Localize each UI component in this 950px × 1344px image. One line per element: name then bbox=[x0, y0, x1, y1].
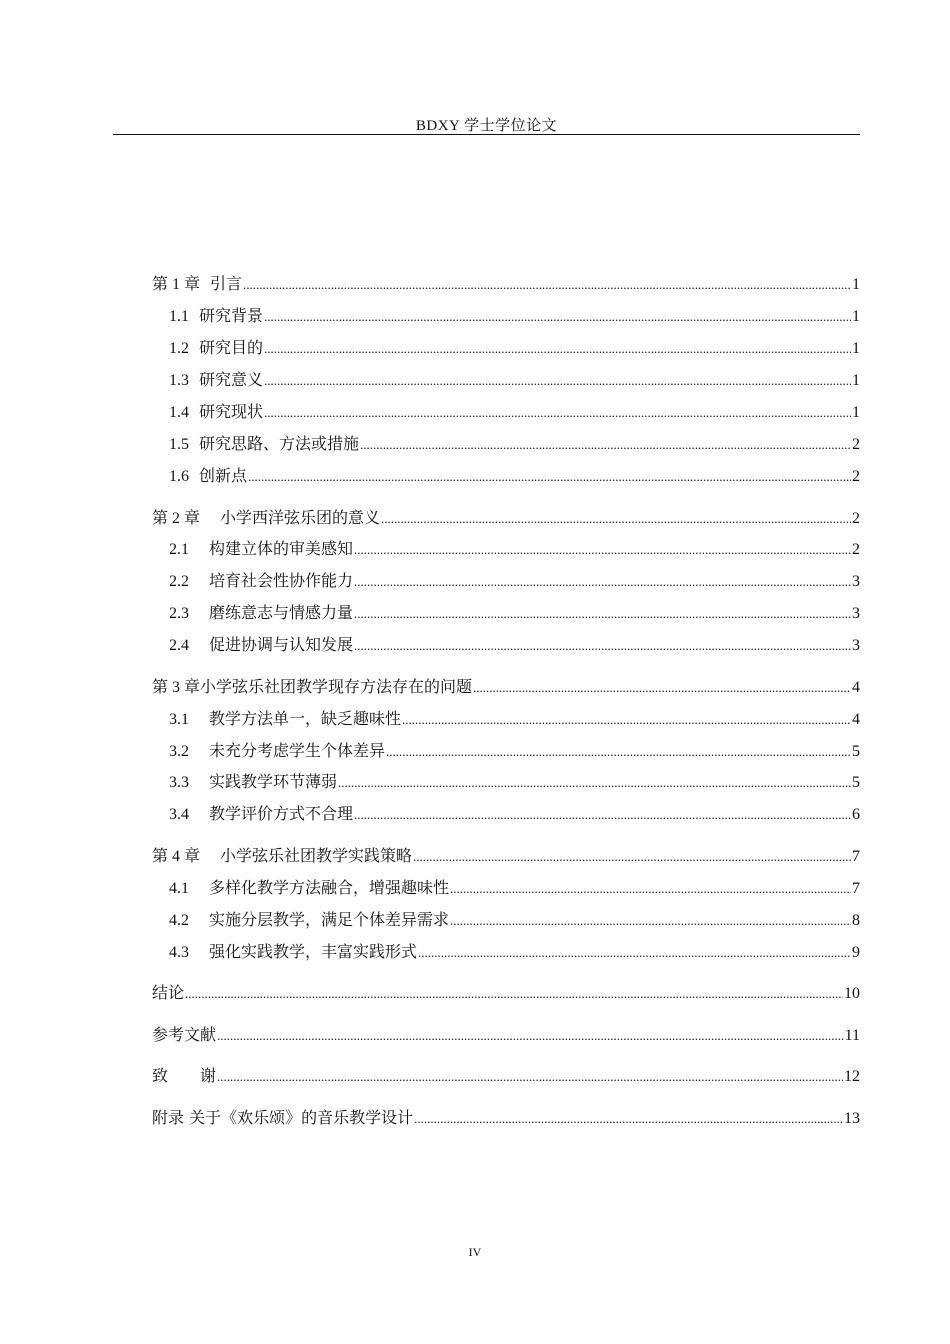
toc-title: 构建立体的审美感知 bbox=[209, 539, 354, 558]
toc-number: 2.3 bbox=[169, 605, 189, 622]
toc-section-3-4[interactable] bbox=[152, 802, 860, 826]
toc-section-2-4[interactable] bbox=[152, 633, 860, 657]
toc-section-1-1[interactable] bbox=[152, 304, 860, 328]
toc-title: 强化实践教学，丰富实践形式 bbox=[209, 942, 418, 961]
toc-number: 4.2 bbox=[169, 912, 189, 929]
toc-leader bbox=[418, 941, 851, 965]
toc-chapter-3[interactable] bbox=[152, 675, 860, 699]
toc-section-2-3[interactable] bbox=[152, 601, 860, 625]
toc-page-number: 5 bbox=[852, 743, 860, 760]
toc-leader bbox=[264, 401, 851, 425]
toc-page-number: 6 bbox=[852, 806, 860, 823]
toc-number: 4.3 bbox=[169, 944, 189, 961]
toc-page-number: 4 bbox=[852, 711, 860, 728]
toc-section-2-1[interactable] bbox=[152, 537, 860, 561]
toc-acknowledgements[interactable] bbox=[152, 1064, 860, 1088]
toc-title: 研究思路、方法或措施 bbox=[199, 434, 360, 453]
toc-chapter-2[interactable] bbox=[152, 506, 860, 530]
toc-leader bbox=[386, 740, 851, 764]
toc-chapter-4[interactable] bbox=[152, 844, 860, 868]
toc-title: 参考文献 bbox=[152, 1025, 217, 1044]
toc-page-number: 13 bbox=[844, 1110, 860, 1127]
toc-page-number: 1 bbox=[852, 372, 860, 389]
toc-leader bbox=[354, 803, 851, 827]
toc-leader bbox=[414, 1107, 843, 1131]
toc-title: 促进协调与认知发展 bbox=[209, 635, 354, 654]
toc-section-3-2[interactable] bbox=[152, 739, 860, 763]
toc-section-2-2[interactable] bbox=[152, 569, 860, 593]
toc-title: 实施分层教学，满足个体差异需求 bbox=[209, 910, 450, 929]
header-divider bbox=[113, 134, 860, 135]
toc-number: 第 2 章 bbox=[152, 510, 201, 527]
toc-title: 小学弦乐社团教学实践策略 bbox=[220, 846, 413, 865]
toc-page-number: 5 bbox=[852, 774, 860, 791]
toc-number: 1.5 bbox=[169, 436, 189, 453]
toc-title: 小学弦乐社团教学现存方法存在的问题 bbox=[200, 677, 473, 696]
toc-number: 1.2 bbox=[169, 340, 189, 357]
toc-leader bbox=[354, 602, 851, 626]
toc-section-4-1[interactable] bbox=[152, 876, 860, 900]
toc-section-3-3[interactable] bbox=[152, 770, 860, 794]
toc-title: 创新点 bbox=[199, 466, 248, 485]
toc-title: 研究背景 bbox=[199, 306, 264, 325]
toc-page-number: 7 bbox=[852, 880, 860, 897]
toc-leader bbox=[264, 337, 851, 361]
toc-title: 致 谢 bbox=[152, 1066, 217, 1085]
toc-leader bbox=[243, 273, 851, 297]
toc-section-4-2[interactable] bbox=[152, 908, 860, 932]
toc-number: 3.3 bbox=[169, 774, 189, 791]
toc-chapter-1[interactable] bbox=[152, 272, 860, 296]
toc-page-number: 1 bbox=[852, 340, 860, 357]
toc-leader bbox=[381, 507, 851, 531]
toc-number: 1.3 bbox=[169, 372, 189, 389]
toc-page-number: 12 bbox=[844, 1068, 860, 1085]
toc-leader bbox=[450, 877, 851, 901]
toc-page-number: 4 bbox=[852, 679, 860, 696]
toc-number: 1.4 bbox=[169, 404, 189, 421]
toc-title: 多样化教学方法融合，增强趣味性 bbox=[209, 878, 450, 897]
toc-title: 附录 关于《欢乐颂》的音乐教学设计 bbox=[152, 1108, 414, 1127]
toc-number: 1.1 bbox=[169, 308, 189, 325]
toc-page-number: 8 bbox=[852, 912, 860, 929]
page-header: BDXY 学士学位论文 bbox=[415, 118, 558, 134]
toc-leader bbox=[473, 676, 851, 700]
toc-title: 未充分考虑学生个体差异 bbox=[209, 741, 386, 760]
toc-page-number: 9 bbox=[852, 944, 860, 961]
toc-title: 引言 bbox=[210, 274, 243, 293]
toc-number: 2.4 bbox=[169, 637, 189, 654]
toc-leader bbox=[185, 982, 843, 1006]
toc-number: 3.2 bbox=[169, 743, 189, 760]
toc-leader bbox=[354, 538, 851, 562]
toc-number: 1.6 bbox=[169, 468, 189, 485]
toc-leader bbox=[402, 708, 851, 732]
toc-section-1-3[interactable] bbox=[152, 368, 860, 392]
toc-title: 小学西洋弦乐团的意义 bbox=[220, 508, 381, 527]
toc-leader bbox=[264, 369, 851, 393]
toc-leader bbox=[354, 570, 851, 594]
toc-page-number: 7 bbox=[852, 848, 860, 865]
toc-page-number: 2 bbox=[852, 436, 860, 453]
toc-section-1-6[interactable] bbox=[152, 464, 860, 488]
toc-title: 教学方法单一，缺乏趣味性 bbox=[209, 709, 402, 728]
toc-page-number: 2 bbox=[852, 510, 860, 527]
toc-conclusion[interactable] bbox=[152, 981, 860, 1005]
toc-references[interactable] bbox=[152, 1023, 860, 1047]
toc-page-number: 10 bbox=[844, 985, 860, 1002]
toc-leader bbox=[217, 1024, 844, 1048]
toc-number: 4.1 bbox=[169, 880, 189, 897]
toc-number: 2.1 bbox=[169, 541, 189, 558]
toc-leader bbox=[450, 909, 851, 933]
toc-number: 3.1 bbox=[169, 711, 189, 728]
toc-section-3-1[interactable] bbox=[152, 707, 860, 731]
toc-number: 第 4 章 bbox=[152, 848, 201, 865]
toc-title: 教学评价方式不合理 bbox=[209, 804, 354, 823]
toc-page-number: 11 bbox=[844, 1027, 860, 1044]
toc-page-number: 3 bbox=[852, 605, 860, 622]
toc-title: 实践教学环节薄弱 bbox=[209, 772, 338, 791]
toc-leader bbox=[413, 845, 851, 869]
toc-page-number: 1 bbox=[852, 404, 860, 421]
toc-number: 3.4 bbox=[169, 806, 189, 823]
toc-page-number: 3 bbox=[852, 573, 860, 590]
toc-page-number: 1 bbox=[852, 276, 860, 293]
toc-page-number: 1 bbox=[852, 308, 860, 325]
toc-title: 磨练意志与情感力量 bbox=[209, 603, 354, 622]
toc-title: 研究现状 bbox=[199, 402, 264, 421]
toc-title: 培育社会性协作能力 bbox=[209, 571, 354, 590]
toc-appendix[interactable] bbox=[152, 1106, 860, 1130]
toc-leader bbox=[338, 771, 851, 795]
toc-title: 研究目的 bbox=[199, 338, 264, 357]
toc-page-number: 2 bbox=[852, 541, 860, 558]
toc-section-1-5[interactable] bbox=[152, 432, 860, 456]
toc-leader bbox=[360, 433, 851, 457]
toc-leader bbox=[248, 465, 851, 489]
toc-section-1-4[interactable] bbox=[152, 400, 860, 424]
toc-page-number: 2 bbox=[852, 468, 860, 485]
toc-number: 第 3 章 bbox=[152, 679, 201, 696]
toc-number: 2.2 bbox=[169, 573, 189, 590]
toc-section-4-3[interactable] bbox=[152, 940, 860, 964]
toc-title: 结论 bbox=[152, 983, 185, 1002]
toc-leader bbox=[264, 305, 851, 329]
page-footer-number: IV bbox=[468, 1245, 482, 1259]
toc-number: 第 1 章 bbox=[152, 276, 201, 293]
toc-section-1-2[interactable] bbox=[152, 336, 860, 360]
toc-page-number: 3 bbox=[852, 637, 860, 654]
toc-title: 研究意义 bbox=[199, 370, 264, 389]
toc-leader bbox=[354, 634, 851, 658]
toc-leader bbox=[217, 1065, 843, 1089]
